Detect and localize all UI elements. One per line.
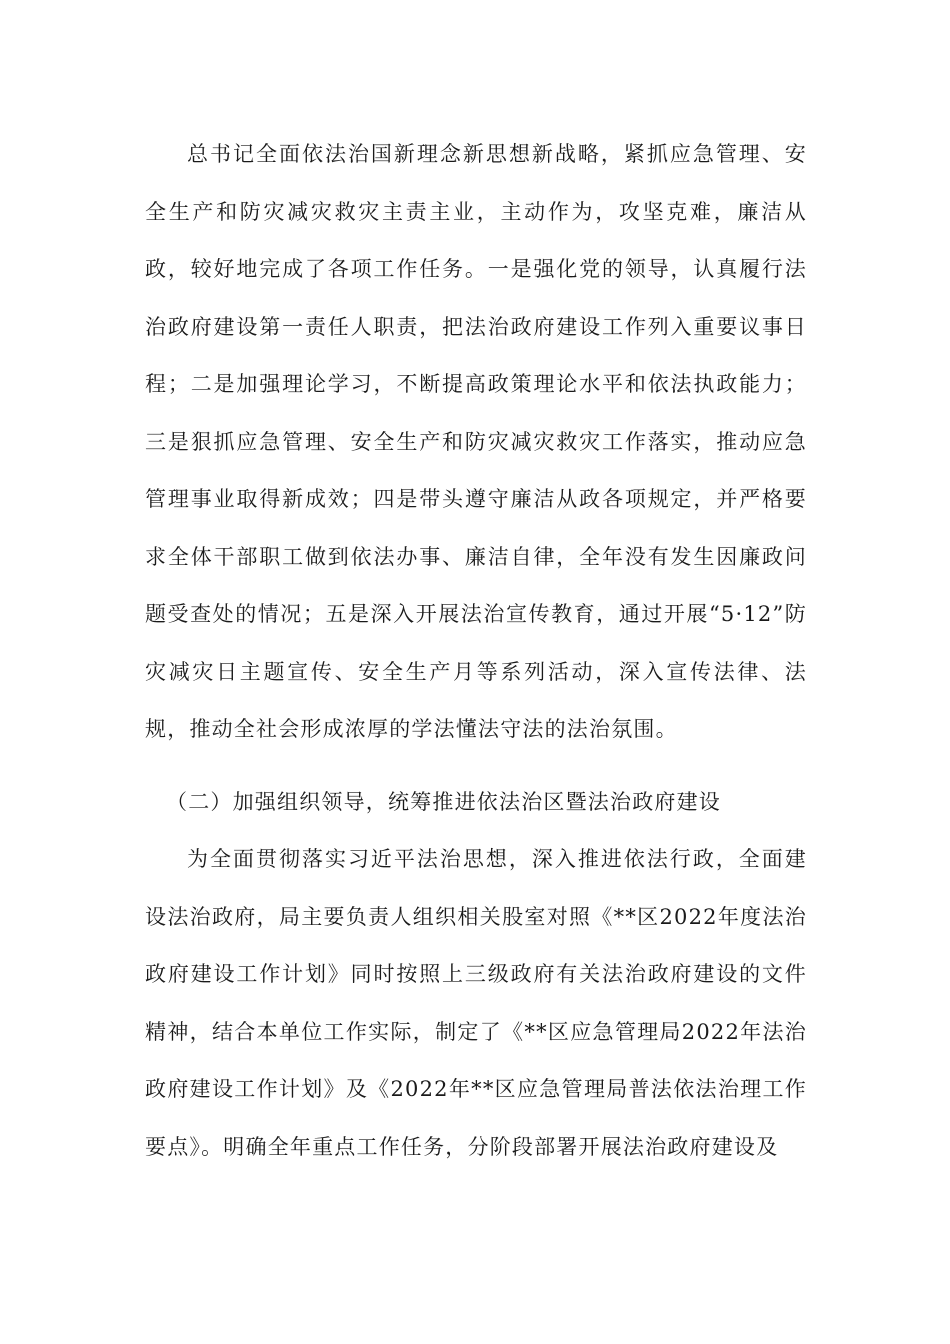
document-body [145,126,807,1176]
section-heading: （二）加强组织领导，统筹推进依法治区暨法治政府建设 [166,789,721,814]
paragraph-work-plan: 为全面贯彻落实习近平法治思想，深入推进依法行政，全面建设法治政府，局主要负责人组织相关股室对照《**区2022年度法治政府建设工作计划》同时按照上三级政府有关法治政府建设的文件精神，结合本单位工作实际，制定了《**区应急管理局2022年法治政府建设工作计划》及《2022年**区应急管理局普法依法治理工作要点》。明确全年重点工作任务，分阶段部署开展法治政府建设及 [145,847,807,1159]
paragraph-leadership-duties: 总书记全面依法治国新理念新思想新战略，紧抓应急管理、安全生产和防灾减灾救灾主责主业，主动作为，攻坚克难，廉洁从政，较好地完成了各项工作任务。一是强化党的领导，认真履行法治政府建设第一责任人职责，把法治政府建设工作列入重要议事日程；二是加强理论学习，不断提高政策理论水平和依法执政能力；三是狠抓应急管理、安全生产和防灾减灾救灾工作落实，推动应急管理事业取得新成效；四是带头遵守廉洁从政各项规定，并严格要求全体干部职工做到依法办事、廉洁自律，全年没有发生因廉政问题受查处的情况；五是深入开展法治宣传教育，通过开展“5·12”防灾减灾日主题宣传、安全生产月等系列活动，深入宣传法律、法规，推动全社会形成浓厚的学法懂法守法的法治氛围。 [145,142,807,741]
